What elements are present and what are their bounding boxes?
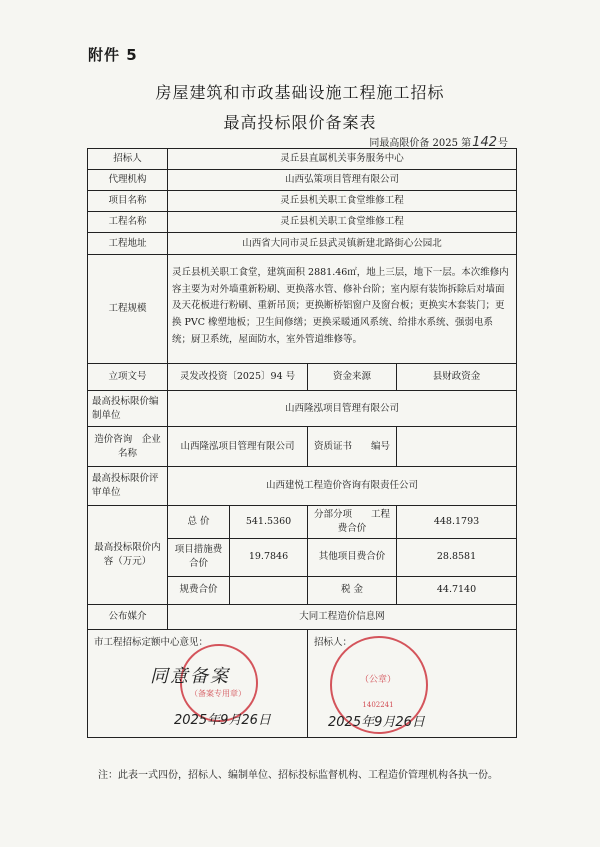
attachment-label: 附件 5 (88, 46, 138, 64)
tenderer-label: 招标人 (88, 149, 168, 170)
footnote: 注：此表一式四份，招标人、编制单位、招标投标监督机构、工程造价管理机构各执一份。 (98, 770, 498, 781)
row-works (88, 212, 517, 233)
tenderer-date: 2025年9月26日 (328, 714, 425, 730)
row-approval (88, 364, 517, 391)
agency-label: 代理机构 (88, 170, 168, 191)
fee-label: 规费合价 (168, 576, 230, 604)
cert-label: 资质证书 编号 (308, 427, 397, 467)
fund-label: 资金来源 (308, 364, 397, 391)
compile-value: 山西隆泓项目管理有限公司 (168, 391, 517, 427)
compile-label: 最高投标限价编制单位 (88, 391, 168, 427)
row-agency (88, 170, 517, 191)
filing-prefix: 同最高限价备 2025 第 (369, 138, 472, 149)
tenderer-value: 灵丘县直属机关事务服务中心 (168, 149, 517, 170)
consult-value: 山西隆泓项目管理有限公司 (168, 427, 308, 467)
address-label: 工程地址 (88, 233, 168, 255)
row-total (88, 506, 517, 539)
media-label: 公布媒介 (88, 604, 168, 629)
project-label: 项目名称 (88, 191, 168, 212)
center-opinion-label: 市工程招标定额中心意见： (94, 636, 209, 648)
works-label: 工程名称 (88, 212, 168, 233)
sub-label: 分部分项 工程费合价 (308, 506, 397, 539)
cert-value (397, 427, 517, 467)
measure-value: 19.7846 (230, 538, 308, 576)
review-value: 山西建悦工程造价咨询有限责任公司 (168, 467, 517, 506)
page-subtitle: 最高投标限价备案表 (223, 113, 377, 132)
row-tenderer (88, 149, 517, 170)
works-value: 灵丘县机关职工食堂维修工程 (168, 212, 517, 233)
other-label: 其他项目费合价 (308, 538, 397, 576)
filing-handwritten-number: 142 (472, 135, 497, 150)
approval-value: 灵发改投资〔2025〕94 号 (168, 364, 308, 391)
measure-label: 项目措施费合价 (168, 538, 230, 576)
total-value: 541.5360 (230, 506, 308, 539)
fee-value (230, 576, 308, 604)
center-handwriting: 同意备案 (150, 665, 230, 687)
content-label: 最高投标限价内容（万元） (88, 506, 168, 605)
agency-value: 山西弘策项目管理有限公司 (168, 170, 517, 191)
row-project (88, 191, 517, 212)
consult-label: 造价咨询 企业名称 (88, 427, 168, 467)
center-opinion-cell (88, 629, 308, 737)
sub-value: 448.1793 (397, 506, 517, 539)
project-value: 灵丘县机关职工食堂维修工程 (168, 191, 517, 212)
center-date: 2025年9月26日 (174, 712, 271, 728)
row-media (88, 604, 517, 629)
filing-suffix: 号 (498, 138, 508, 149)
stamp-code: 1402241 (362, 700, 394, 709)
scale-value: 灵丘县机关职工食堂，建筑面积 2881.46㎡，地上三层，地下一层。本次维修内容主要为对外墙重新粉刷、更换落水管、修补台阶；室内原有装饰拆除后对墙面及天花板进行粉刷、重新吊顶；更换断桥铝窗户及窗台板；更换实木套装门；更换 PVC 橡塑地板；卫生间修缮；更换采暖通风系统、给排水系统、强弱电系统；厨卫系统，屋面防水，室外管道维修等。 (168, 255, 517, 364)
row-consult (88, 427, 517, 467)
other-value: 28.8581 (397, 538, 517, 576)
center-stamp-subtitle: （备案专用章） (190, 688, 246, 698)
tenderer-sign-label: 招标人： (314, 636, 353, 648)
scale-label: 工程规模 (88, 255, 168, 364)
row-review (88, 467, 517, 506)
tenderer-stamp-subtitle: （公章） (359, 674, 396, 685)
fund-value: 县财政资金 (397, 364, 517, 391)
row-address (88, 233, 517, 255)
total-label: 总 价 (168, 506, 230, 539)
row-compile (88, 391, 517, 427)
review-label: 最高投标限价评审单位 (88, 467, 168, 506)
filing-table (87, 148, 517, 738)
row-scale (88, 255, 517, 364)
page-title: 房屋建筑和市政基础设施工程施工招标 (155, 83, 445, 102)
tax-label: 税 金 (308, 576, 397, 604)
address-value: 山西省大同市灵丘县武灵镇新建北路街心公园北 (168, 233, 517, 255)
approval-label: 立项文号 (88, 364, 168, 391)
tax-value: 44.7140 (397, 576, 517, 604)
row-signatures (88, 629, 517, 737)
tenderer-sign-cell (308, 629, 517, 737)
media-value: 大同工程造价信息网 (168, 604, 517, 629)
